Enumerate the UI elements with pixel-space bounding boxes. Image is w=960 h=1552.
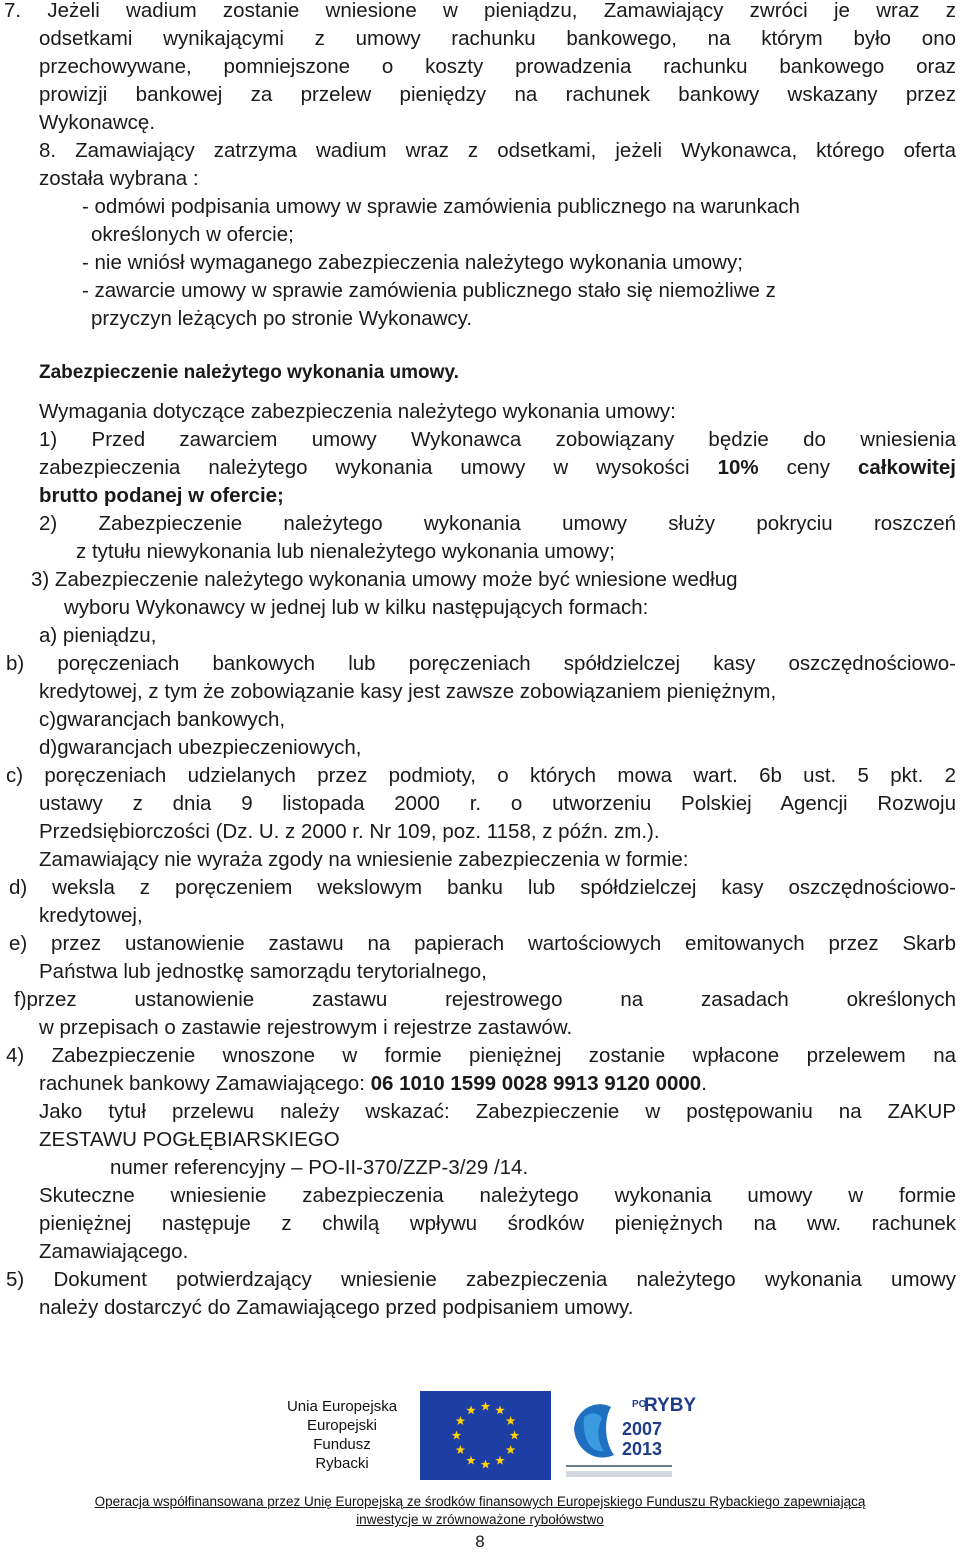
- eu-label-line1: Unia Europejska: [286, 1398, 398, 1415]
- req-form-d1: d)gwarancjach ubezpieczeniowych,: [39, 736, 362, 759]
- req-p1-line1: 1) Przed zawarciem umowy Wykonawca zobowiązany będzie do wniesienia: [39, 428, 956, 451]
- eu-label-line4: Rybacki: [315, 1455, 369, 1472]
- section8-line4: określonych w ofercie;: [91, 223, 294, 246]
- p1-text-a: zabezpieczenia należytego wykonania umowy w wysokości: [39, 456, 718, 479]
- fish-icon: [566, 1389, 697, 1481]
- req-form-e-line2: Państwa lub jednostkę samorządu terytorialnego,: [39, 960, 487, 983]
- req-form-b-line1: b) poręczeniach bankowych lub poręczeniach spółdzielczej kasy oszczędnościowo-: [6, 652, 956, 675]
- req-p1-line2: [0, 454, 960, 482]
- section8-line3: - odmówi podpisania umowy w sprawie zamówienia publicznego na warunkach: [82, 195, 800, 218]
- section8-line1: 8. Zamawiający zatrzyma wadium wraz z odsetkami, jeżeli Wykonawca, którego oferta: [39, 139, 956, 162]
- footer-line2: inwestycje w zrównoważone rybołówstwo: [356, 1512, 604, 1527]
- section7-line3: przechowywane, pomniejszone o koszty prowadzenia rachunku bankowego oraz: [39, 55, 956, 78]
- p1-text-c: ceny: [758, 456, 858, 479]
- req-p4-line6: Skuteczne wniesienie zabezpieczenia należytego wykonania umowy w formie: [39, 1184, 956, 1207]
- req-p4-reference: numer referencyjny – PO-II-370/ZZP-3/29 /14.: [110, 1156, 529, 1179]
- ryby-year2: 2013: [622, 1439, 663, 1459]
- req-p2-line2: z tytułu niewykonania lub nienależytego wykonania umowy;: [76, 540, 616, 563]
- req-no-consent: Zamawiający nie wyraża zgody na wniesienie zabezpieczenia w formie:: [39, 848, 689, 871]
- section8-line7: przyczyn leżących po stronie Wykonawcy.: [91, 307, 473, 330]
- req-p4-line1: 4) Zabezpieczenie wnoszone w formie pieniężnej zostanie wpłacone przelewem na: [6, 1044, 956, 1067]
- req-form-c-line1: c) poręczeniach udzielanych przez podmioty, o których mowa wart. 6b ust. 5 pkt. 2: [6, 764, 956, 787]
- section7-line4: prowizji bankowej za przelew pieniędzy na rachunek bankowy wskazany przez: [39, 83, 956, 106]
- req-form-d-line1: d) weksla z poręczeniem wekslowym banku lub spółdzielczej kasy oszczędnościowo-: [9, 876, 956, 899]
- p1-total: całkowitej: [857, 456, 956, 479]
- section8-line2: została wybrana :: [39, 167, 199, 190]
- ryby-year1: 2007: [622, 1419, 663, 1439]
- req-p4-line7: pieniężnej następuje z chwilą wpływu środków pieniężnych na ww. rachunek: [39, 1212, 956, 1235]
- bank-account-number: 06 1010 1599 0028 9913 9120 0000: [370, 1072, 702, 1095]
- footer-line1: Operacja współfinansowana przez Unię Europejską ze środków finansowych Europejskiego Funduszu Rybackiego zapewniającą: [94, 1494, 866, 1509]
- page-number: 8: [475, 1532, 485, 1551]
- req-p4-line2: [0, 1070, 960, 1098]
- req-form-c-line3: Przedsiębiorczości (Dz. U. z 2000 r. Nr 109, poz. 1158, z późn. zm.).: [39, 820, 660, 843]
- req-form-d-line2: kredytowej,: [39, 904, 143, 927]
- section7-line5: Wykonawcę.: [39, 111, 156, 134]
- req-intro: Wymagania dotyczące zabezpieczenia należytego wykonania umowy:: [39, 400, 676, 423]
- req-p4-line8: Zamawiającego.: [39, 1240, 189, 1263]
- section8-line6: - zawarcie umowy w sprawie zamówienia publicznego stało się niemożliwe z: [82, 279, 776, 302]
- eu-fund-label: [282, 1397, 402, 1473]
- req-p3-line1: 3) Zabezpieczenie należytego wykonania umowy może być wniesione według: [31, 568, 738, 591]
- req-form-c-line2: ustawy z dnia 9 listopada 2000 r. o utworzeniu Polskiej Agencji Rozwoju: [39, 792, 956, 815]
- req-form-e-line1: e) przez ustanowienie zastawu na papierach wartościowych emitowanych przez Skarb: [9, 932, 956, 955]
- req-form-f-line2: w przepisach o zastawie rejestrowym i rejestrze zastawów.: [39, 1016, 573, 1039]
- p4-dot: .: [701, 1072, 707, 1095]
- p4-account-label: rachunek bankowy Zamawiającego:: [39, 1072, 371, 1095]
- req-p5-line1: 5) Dokument potwierdzający wniesienie zabezpieczenia należytego wykonania umowy: [6, 1268, 956, 1291]
- ryby-name-text: RYBY: [644, 1395, 697, 1416]
- po-ryby-logo: [566, 1389, 697, 1481]
- req-p5-line2: należy dostarczyć do Zamawiającego przed podpisaniem umowy.: [39, 1296, 634, 1319]
- eu-label-line2: Europejski: [306, 1417, 378, 1434]
- logo-strip: [0, 1385, 960, 1485]
- req-form-c1: c)gwarancjach bankowych,: [39, 708, 286, 731]
- req-p1-line3: brutto podanej w ofercie;: [39, 484, 284, 507]
- eu-stars-icon: [420, 1391, 551, 1480]
- req-form-a: a) pieniądzu,: [39, 624, 157, 647]
- section7-line1: 7. Jeżeli wadium zostanie wniesione w pieniądzu, Zamawiający zwróci je wraz z: [4, 0, 956, 22]
- ryby-po-text: PO: [632, 1399, 647, 1410]
- req-p4-line3: Jako tytuł przelewu należy wskazać: Zabezpieczenie w postępowaniu na ZAKUP: [39, 1100, 956, 1123]
- eu-label-line3: Fundusz: [313, 1436, 371, 1453]
- eu-flag-logo: [420, 1391, 551, 1480]
- req-form-f-line1: f)przez ustanowienie zastawu rejestrowego na zasadach określonych: [14, 988, 956, 1011]
- req-p2-line1: 2) Zabezpieczenie należytego wykonania umowy służy pokryciu roszczeń: [39, 512, 956, 535]
- p1-percent: 10%: [717, 456, 759, 479]
- section8-line5: - nie wniósł wymaganego zabezpieczenia należytego wykonania umowy;: [82, 251, 743, 274]
- req-p3-line2: wyboru Wykonawcy w jednej lub w kilku następujących formach:: [64, 596, 649, 619]
- req-form-b-line2: kredytowej, z tym że zobowiązanie kasy jest zawsze zobowiązaniem pieniężnym,: [39, 680, 777, 703]
- section7-line2: odsetkami wynikającymi z umowy rachunku bankowego, na którym było ono: [39, 27, 956, 50]
- section-heading: Zabezpieczenie należytego wykonania umowy.: [39, 362, 459, 383]
- req-p4-line4: ZESTAWU POGŁĘBIARSKIEGO: [39, 1128, 340, 1151]
